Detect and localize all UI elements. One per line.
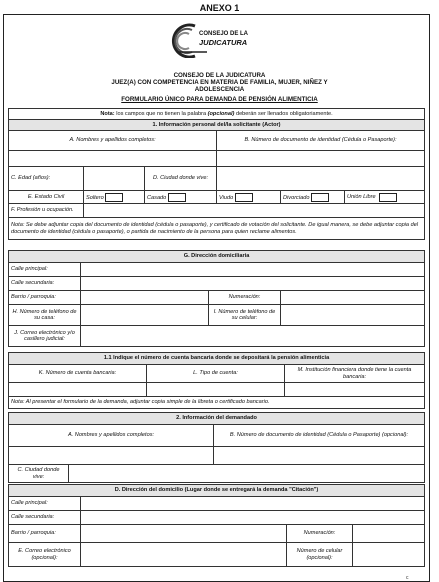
logo-line2: JUDICATURA <box>199 38 248 47</box>
neighborhood-label: Barrio / parroquia: <box>9 291 81 305</box>
defendant-id-field[interactable] <box>214 447 425 465</box>
institution-field[interactable] <box>285 383 425 397</box>
defendant-names-label: A. Nombres y apellidos completos: <box>9 425 214 447</box>
d-cell-field[interactable] <box>353 543 425 567</box>
account-type-label: L. Tipo de cuenta: <box>147 365 285 383</box>
d-main-street-field[interactable] <box>81 497 425 511</box>
profession-label: F. Profesión u ocupación. <box>9 204 84 218</box>
section11-note: Nota: Al presentar el formulario de la demanda, adjuntar copia simple de la libreta o certificado bancario. <box>9 397 425 409</box>
cell-phone-field[interactable] <box>281 305 425 326</box>
home-phone-field[interactable] <box>81 305 209 326</box>
section-d-title: D. Dirección del domicilio (Lugar donde se entregará la demanda "Citación") <box>9 485 425 497</box>
secondary-street-field[interactable] <box>81 277 425 291</box>
email-field[interactable] <box>81 326 425 347</box>
free-union-checkbox[interactable] <box>379 193 397 202</box>
section1-note: Nota: Se debe adjuntar copia del documento de identidad (cédula o pasaporte), y certificado de votación del solicitante. De igual manera, se debe adjuntar copia del documento de identidad (cédula o pasaporte), o partida de nacimiento de la persona para quien reclame alimentos. <box>9 218 425 240</box>
civil-status-label: E. Estado Civil <box>9 191 84 204</box>
main-street-field[interactable] <box>81 263 425 277</box>
section2-title: 2. Información del demandado <box>9 413 425 425</box>
d-number-label: Numeración: <box>287 525 353 543</box>
home-address-table <box>8 250 425 347</box>
divorced-checkbox[interactable] <box>311 193 329 202</box>
married-option[interactable]: Casado <box>145 191 217 204</box>
bank-account-table <box>8 352 425 409</box>
city-label: D. Ciudad donde vive: <box>145 167 217 191</box>
widowed-checkbox[interactable] <box>235 193 253 202</box>
number-label: Numeración: <box>209 291 281 305</box>
defendant-id-label: B. Número de documento de identidad (Cédula o Pasaporte) (opcional): <box>214 425 425 447</box>
free-union-option[interactable]: Unión Libre <box>345 191 425 204</box>
single-checkbox[interactable] <box>105 193 123 202</box>
age-label: C. Edad (años): <box>9 167 84 191</box>
married-checkbox[interactable] <box>168 193 186 202</box>
widowed-option[interactable]: Viudo <box>217 191 281 204</box>
defendant-city-field[interactable] <box>69 465 425 483</box>
divorced-option[interactable]: Divorciado <box>281 191 345 204</box>
defendant-city-label: C. Ciudad donde vive: <box>9 465 69 483</box>
account-number-label: K. Número de cuenta bancaria: <box>9 365 147 383</box>
note-top: Nota: los campos que no tienen la palabra (opcional) deberán ser llenados obligatoriamente. <box>9 109 425 120</box>
header-line1: CONSEJO DE LA JUDICATURA <box>173 72 266 79</box>
section11-title: 1.1 Indique el número de cuenta bancaria donde se depositará la pensión alimenticia <box>9 353 425 365</box>
defendant-table <box>8 412 425 483</box>
d-main-street-label: Calle principal: <box>9 497 81 511</box>
header-line3: ADOLESCENCIA <box>194 86 245 93</box>
summons-address-table <box>8 484 425 567</box>
applicant-table <box>8 108 425 240</box>
section-g-title: G. Dirección domiciliaria <box>9 251 425 263</box>
annex-title: ANEXO 1 <box>199 3 240 13</box>
single-option[interactable]: Soltero <box>84 191 145 204</box>
institution-label: M. Institución financiera donde tiene la cuenta bancaria: <box>285 365 425 383</box>
account-type-field[interactable] <box>147 383 285 397</box>
age-field[interactable] <box>84 167 145 191</box>
d-secondary-street-field[interactable] <box>81 511 425 525</box>
signature-mark: c <box>406 575 409 581</box>
account-number-field[interactable] <box>9 383 147 397</box>
d-number-field[interactable] <box>353 525 425 543</box>
applicant-names-field[interactable] <box>9 151 217 167</box>
secondary-street-label: Calle secundaria: <box>9 277 81 291</box>
d-secondary-street-label: Calle secundaria: <box>9 511 81 525</box>
applicant-id-label: B. Número de documento de identidad (Cédula o Pasaporte): <box>217 131 425 151</box>
profession-field[interactable] <box>84 204 425 218</box>
form-title: FORMULARIO ÚNICO PARA DEMANDA DE PENSIÓN ALIMENTICIA <box>121 96 318 103</box>
d-cell-label: Número de celular (opcional): <box>287 543 353 567</box>
neighborhood-field[interactable] <box>81 291 209 305</box>
home-phone-label: H. Número de teléfono de su casa: <box>9 305 81 326</box>
header-line2: JUEZ(A) CON COMPETENCIA EN MATERIA DE FAMILIA, MUJER, NIÑEZ Y <box>111 79 328 86</box>
defendant-names-field[interactable] <box>9 447 214 465</box>
applicant-names-label: A. Nombres y apellidos completos: <box>9 131 217 151</box>
section1-title: 1. Información personal del/la solicitante (Actor) <box>9 120 425 131</box>
d-neighborhood-field[interactable] <box>81 525 287 543</box>
judicature-logo <box>165 22 275 58</box>
logo-line1: CONSEJO DE LA <box>199 31 249 37</box>
email-label: J. Correo electrónico y/o casillero judicial: <box>9 326 81 347</box>
d-neighborhood-label: Barrio / parroquia: <box>9 525 81 543</box>
number-field[interactable] <box>281 291 425 305</box>
d-email-label: E. Correo electrónico (opcional): <box>9 543 81 567</box>
applicant-id-field[interactable] <box>217 151 425 167</box>
cell-phone-label: I. Número de teléfono de su celular: <box>209 305 281 326</box>
d-email-field[interactable] <box>81 543 287 567</box>
main-street-label: Calle principal: <box>9 263 81 277</box>
city-field[interactable] <box>217 167 425 191</box>
